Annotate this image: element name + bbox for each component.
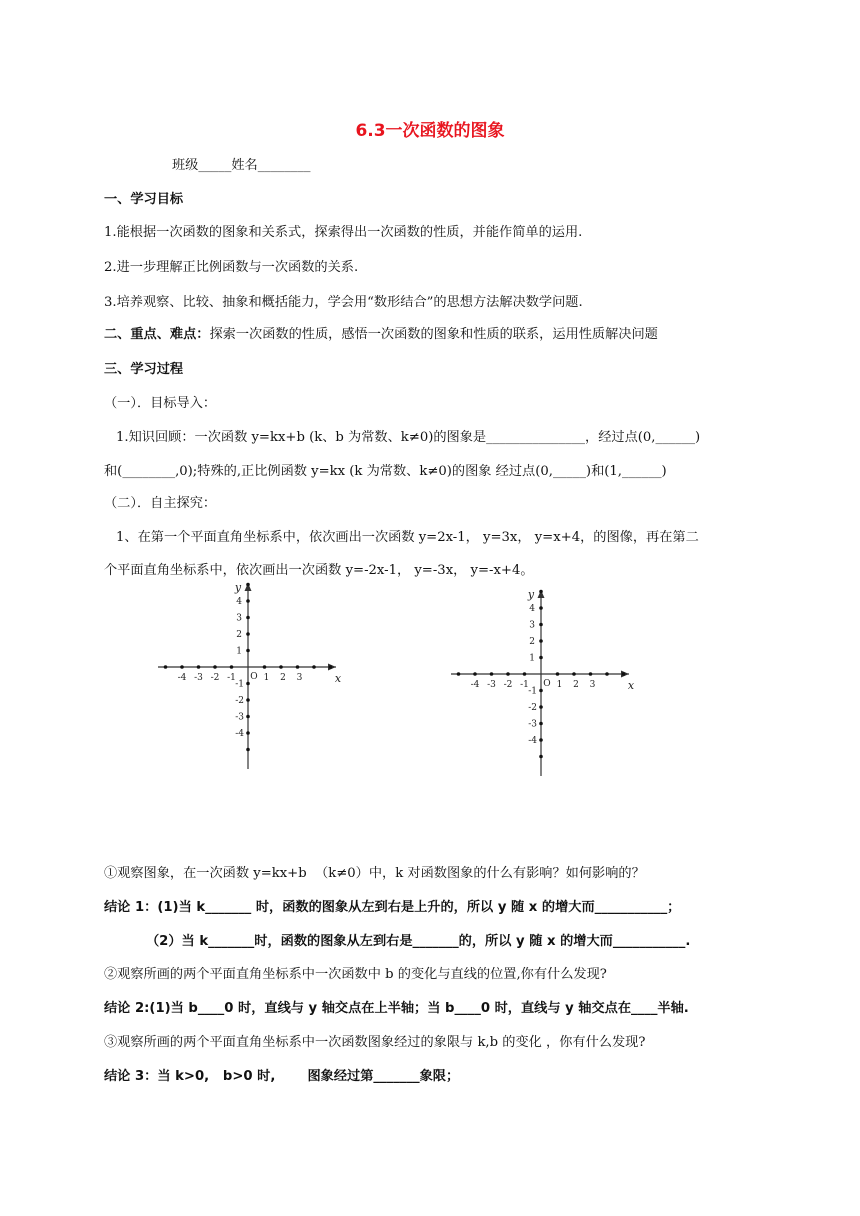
section2-text: 探索一次函数的性质，感悟一次函数的图象和性质的联系，运用性质解决问题 — [209, 327, 658, 342]
x-tick-label: -2 — [503, 680, 513, 690]
x-tick-dot — [473, 672, 477, 676]
x-tick-dot — [589, 672, 593, 676]
x-tick-label: 1 — [556, 680, 563, 690]
x-tick-label: -4 — [177, 673, 187, 683]
x-tick-dot — [279, 665, 283, 669]
x-tick-dot — [605, 672, 609, 676]
x-axis-label: x — [334, 672, 342, 685]
section3-heading: 三、学习过程 — [104, 362, 184, 377]
section2-heading: 二、重点、难点： — [104, 327, 210, 342]
y-axis-label: y — [527, 588, 535, 601]
page-title: 6.3一次函数的图象 — [355, 121, 505, 141]
x-tick-dot — [490, 672, 494, 676]
y-tick-dot — [246, 682, 250, 686]
x-tick-label: -1 — [227, 673, 236, 683]
x-tick-label: 2 — [573, 680, 579, 690]
explore-line-2: 个平面直角坐标系中，依次画出一次函数 y=-2x-1， y=-3x， y=-x+4。 — [104, 563, 534, 578]
class-name-line: 班级_____姓名________ — [172, 158, 311, 173]
conclusion-1 — [104, 900, 680, 916]
conclusion-2-label: 结论 2: — [104, 1001, 150, 1016]
x-tick-dot — [572, 672, 576, 676]
y-tick-label: -1 — [235, 679, 244, 690]
section1-heading: 一、学习目标 — [104, 192, 184, 207]
conclusion-1-text: (1)当 k_______ 时，函数的图象从左到右是上升的，所以 y 随 x 的增大而___________； — [157, 900, 681, 915]
objective-item-2: 2.进一步理解正比例函数与一次函数的关系. — [104, 260, 359, 275]
x-tick-label: -2 — [210, 673, 220, 683]
x-tick-dot — [213, 665, 217, 669]
part2-heading: （二）．自主探究： — [104, 496, 217, 511]
x-tick-dot — [180, 665, 184, 669]
origin-label: O — [543, 679, 551, 689]
conclusion-1b: （2）当 k_______时，函数的图象从左到右是_______的，所以 y 随 x 的增大而___________. — [146, 934, 691, 949]
y-tick-label: -4 — [528, 736, 537, 746]
conclusion-3-text: 当 k>0, b>0 时, 图象经过第_______象限； — [157, 1069, 460, 1084]
x-tick-dot — [197, 665, 201, 669]
y-tick-label: 3 — [529, 620, 535, 631]
review-line-1: 1.知识回顾：一次函数 y=kx+b (k、b 为常数、k≠0)的图象是_______________，经过点(0,______) — [116, 430, 701, 445]
x-tick-dot — [164, 665, 168, 669]
explore-line-1: 1、在第一个平面直角坐标系中，依次画出一次函数 y=2x-1， y=3x， y=x+4，的图像，再在第二 — [116, 530, 699, 545]
y-tick-dot — [539, 623, 543, 627]
y-tick-dot — [246, 632, 250, 636]
y-tick-label: -2 — [528, 703, 537, 713]
x-tick-label: -1 — [520, 680, 529, 690]
origin-label: O — [250, 672, 258, 682]
x-tick-dot — [263, 665, 267, 669]
x-tick-label: -3 — [194, 673, 203, 683]
x-tick-dot — [506, 672, 510, 676]
y-tick-dot — [539, 722, 543, 726]
conclusion-3 — [104, 1069, 459, 1085]
x-tick-dot — [622, 672, 626, 676]
coordinate-system-2 — [443, 582, 643, 782]
conclusion-2-text: (1)当 b____0 时，直线与 y 轴交点在上半轴；当 b____0 时，直线与 y 轴交点在____半轴. — [149, 1001, 689, 1016]
x-tick-dot — [329, 665, 333, 669]
y-tick-dot — [539, 738, 543, 742]
y-tick-dot — [246, 715, 250, 719]
y-tick-dot — [246, 748, 250, 752]
x-tick-label: -4 — [470, 680, 480, 690]
y-tick-dot — [246, 583, 250, 587]
y-axis-label: y — [234, 581, 242, 594]
x-tick-dot — [457, 672, 461, 676]
y-tick-label: 4 — [236, 597, 242, 607]
y-tick-dot — [539, 656, 543, 660]
x-tick-dot — [230, 665, 234, 669]
y-tick-label: 2 — [529, 637, 535, 647]
y-tick-dot — [246, 698, 250, 702]
y-tick-label: 2 — [236, 630, 242, 640]
y-tick-label: 3 — [236, 613, 242, 624]
x-tick-label: -3 — [487, 680, 496, 690]
question-1: ①观察图象，在一次函数 y=kx+b （k≠0）中，k 对函数图象的什么有影响？如何影响的？ — [104, 866, 645, 881]
y-tick-label: -1 — [528, 686, 537, 697]
x-tick-dot — [523, 672, 527, 676]
part1-heading: （一）．目标导入： — [104, 396, 217, 411]
x-tick-dot — [296, 665, 300, 669]
y-tick-dot — [539, 705, 543, 709]
y-tick-label: 4 — [529, 604, 535, 614]
x-tick-label: 2 — [280, 673, 286, 683]
review-line-2: 和(________,0);特殊的,正比例函数 y=kx (k 为常数、k≠0)的图象 经过点(0,_____)和(1,______) — [104, 464, 667, 479]
y-tick-label: 1 — [236, 646, 242, 657]
conclusion-2 — [104, 1001, 689, 1017]
question-3: ③观察所画的两个平面直角坐标系中一次函数图象经过的象限与 k,b 的变化 ，你有什么发现? — [104, 1035, 646, 1050]
y-tick-label: 1 — [529, 653, 535, 664]
x-axis-label: x — [627, 679, 635, 692]
y-tick-dot — [246, 616, 250, 620]
y-tick-dot — [246, 731, 250, 735]
y-tick-dot — [539, 689, 543, 693]
y-tick-dot — [246, 599, 250, 603]
x-tick-dot — [556, 672, 560, 676]
x-tick-label: 3 — [296, 673, 303, 683]
conclusion-3-label: 结论 3： — [104, 1069, 158, 1084]
objective-item-3: 3.培养观察、比较、抽象和概括能力，学会用“数形结合”的思想方法解决数学问题. — [104, 295, 583, 310]
y-tick-label: -3 — [235, 712, 244, 723]
y-tick-dot — [246, 649, 250, 653]
y-tick-dot — [539, 755, 543, 759]
x-tick-label: 3 — [589, 680, 596, 690]
y-tick-dot — [539, 639, 543, 643]
y-tick-label: -4 — [235, 729, 244, 739]
coordinate-system-1 — [150, 575, 350, 775]
y-tick-dot — [539, 590, 543, 594]
y-tick-dot — [539, 606, 543, 610]
x-tick-dot — [312, 665, 316, 669]
y-tick-label: -3 — [528, 719, 537, 730]
y-tick-label: -2 — [235, 696, 244, 706]
objective-item-1: 1.能根据一次函数的图象和关系式，探索得出一次函数的性质，并能作简单的运用. — [104, 225, 583, 240]
section2-line — [104, 327, 658, 343]
question-2: ②观察所画的两个平面直角坐标系中一次函数中 b 的变化与直线的位置,你有什么发现? — [104, 967, 607, 982]
conclusion-1-label: 结论 1： — [104, 900, 158, 915]
x-tick-label: 1 — [263, 673, 270, 683]
